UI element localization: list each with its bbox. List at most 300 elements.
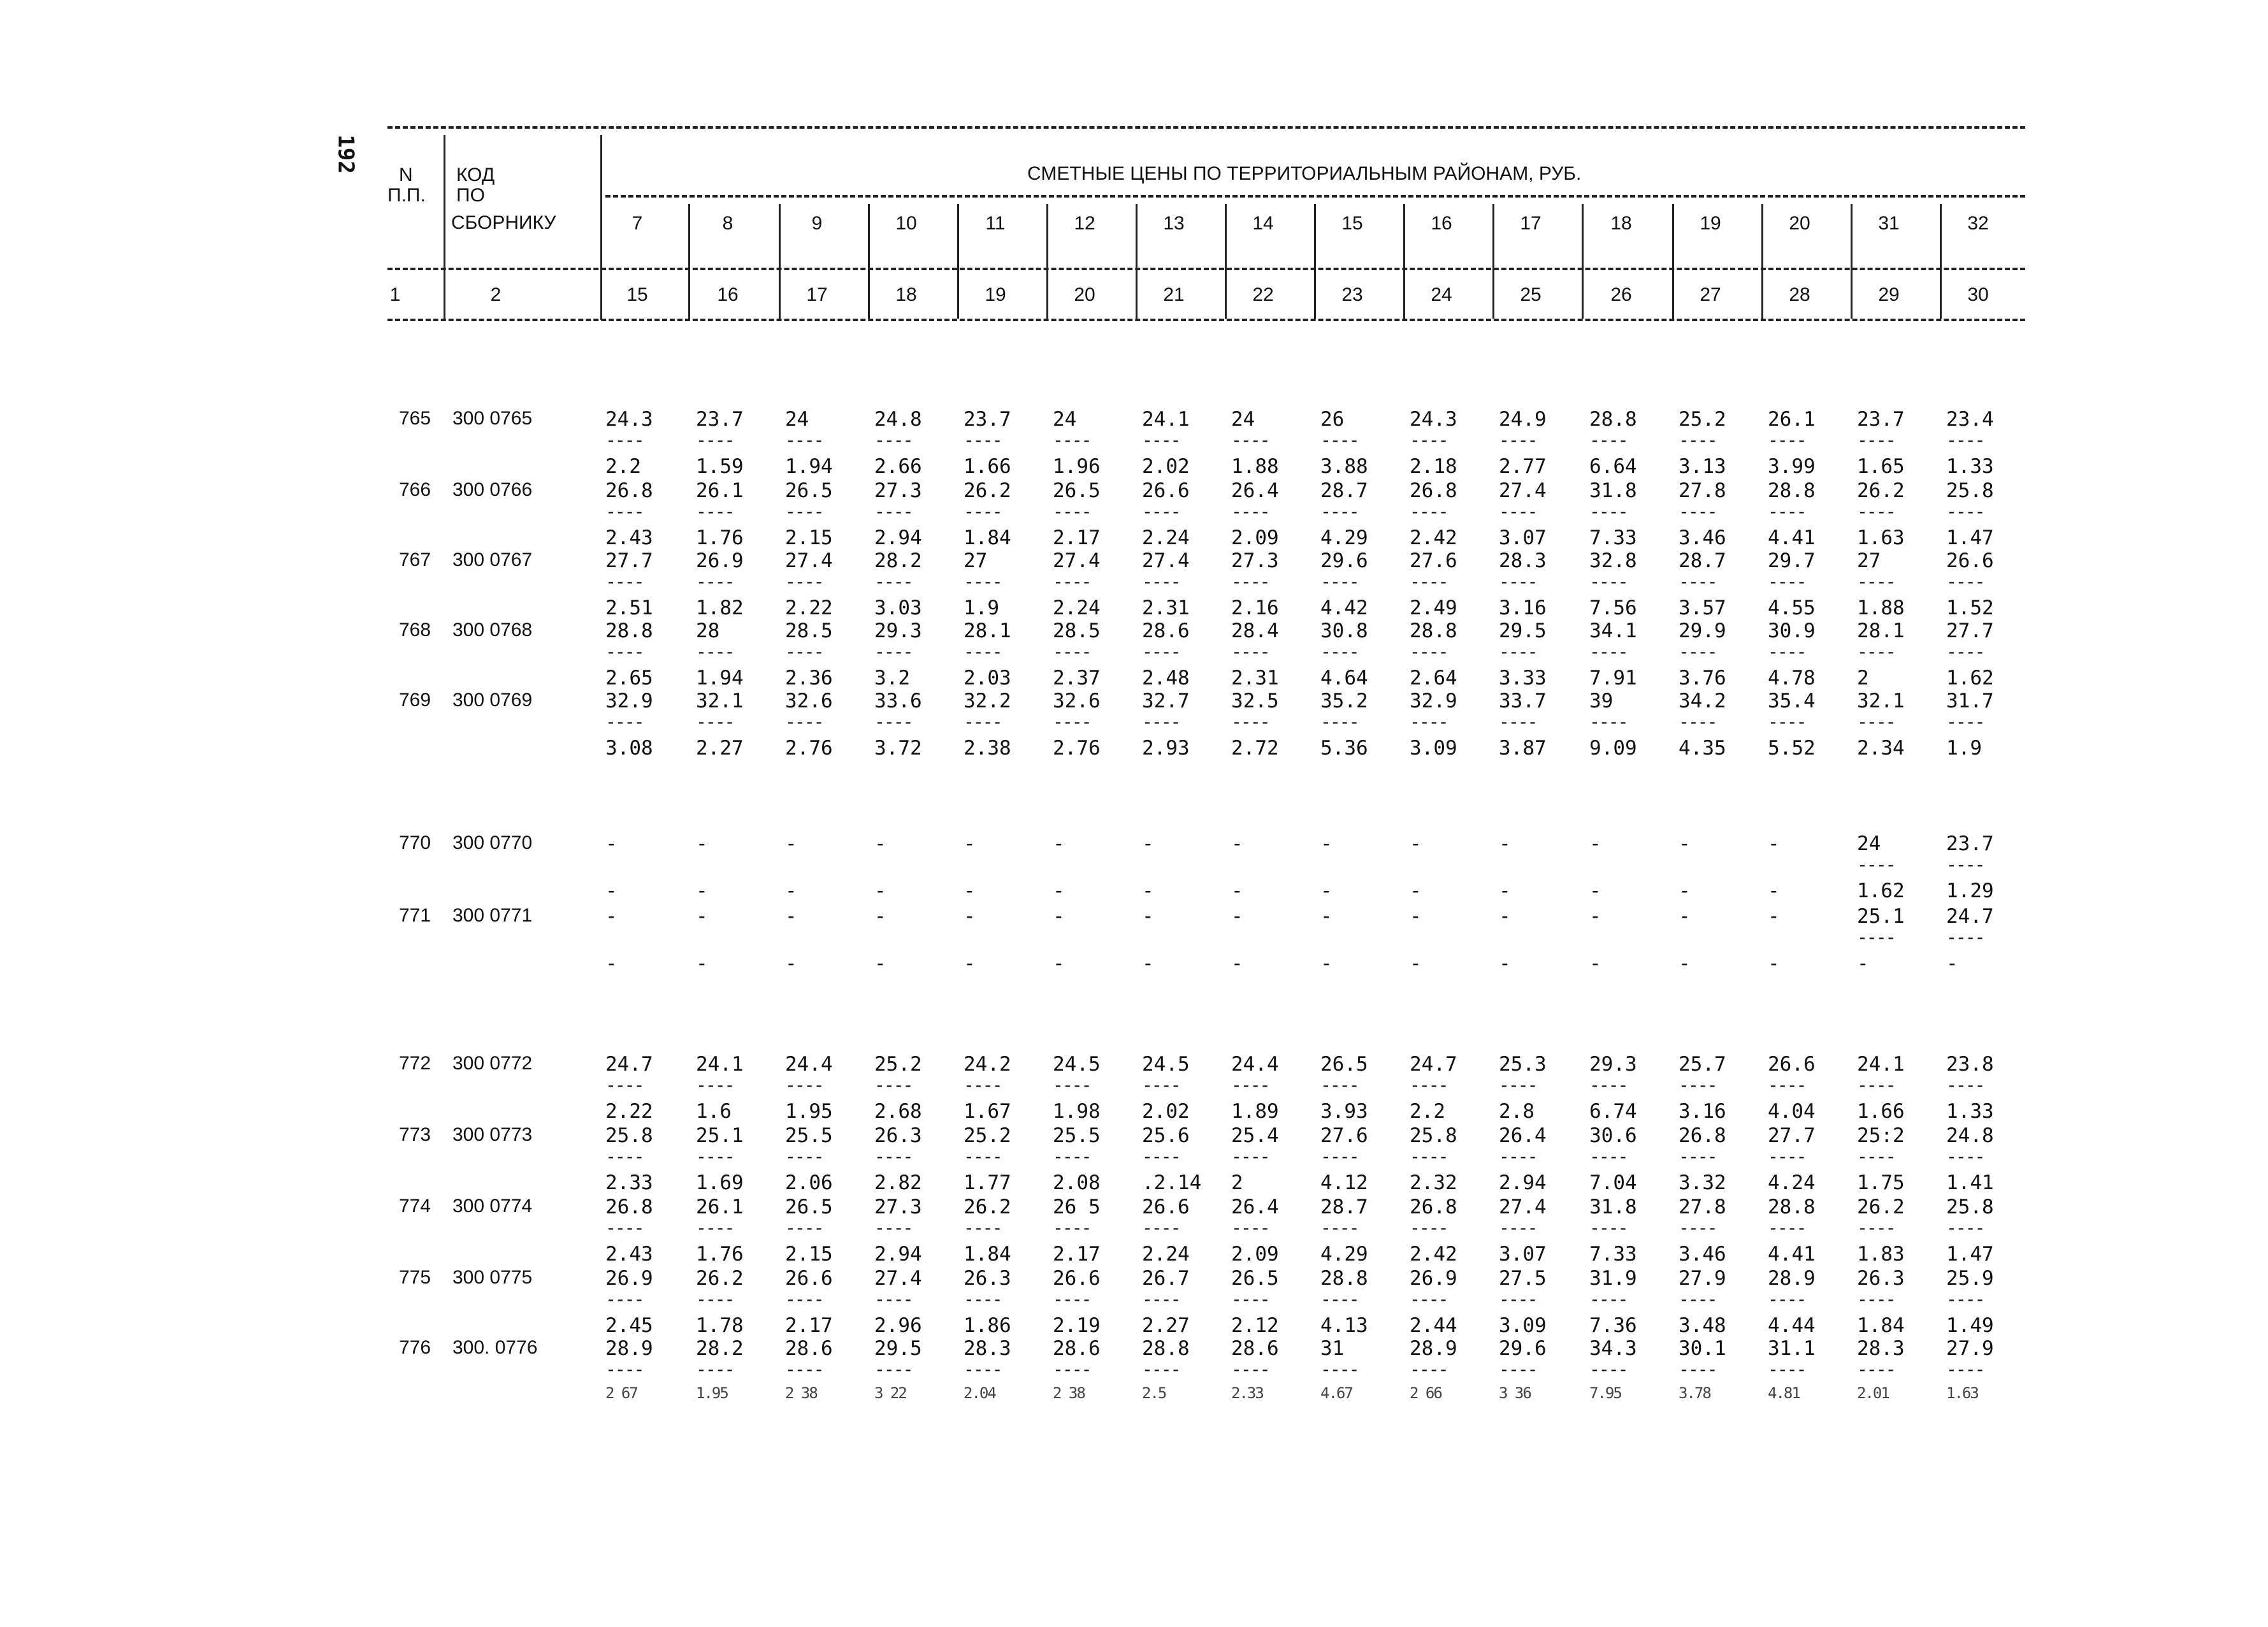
price-value: 24.4 <box>785 1053 833 1076</box>
fraction-bar: ---- <box>696 571 734 592</box>
wage-value: 2.17 <box>1053 526 1101 549</box>
price-value: 28.8 <box>605 619 653 642</box>
wage-value: 1.66 <box>964 455 1011 478</box>
header-title: СМЕТНЫЕ ЦЕНЫ ПО ТЕРРИТОРИАЛЬНЫМ РАЙОНАМ, РУБ. <box>1027 163 1582 184</box>
fraction-bar: ---- <box>1768 1289 1806 1310</box>
wage-value: 7.95 <box>1589 1384 1621 1402</box>
wage-value: 2.76 <box>1053 737 1101 760</box>
price-value: 26.8 <box>1679 1124 1726 1147</box>
wage-value: 2 66 <box>1410 1384 1441 1402</box>
price-value: 28.2 <box>874 549 922 572</box>
price-value: 27.6 <box>1410 549 1457 572</box>
wage-value: 1.76 <box>696 1243 744 1266</box>
header-col-n2: П.П. <box>387 185 426 206</box>
wage-value: 4.04 <box>1768 1100 1816 1123</box>
fraction-bar: ---- <box>1320 711 1359 732</box>
region-number: 19 <box>1700 213 1721 234</box>
price-value: 28.3 <box>1857 1337 1905 1360</box>
index-number: 22 <box>1252 284 1274 305</box>
price-value: 24.5 <box>1053 1053 1101 1076</box>
row-number: 765 <box>399 408 431 429</box>
price-value: 30.9 <box>1768 619 1816 642</box>
index-number: 21 <box>1163 284 1185 305</box>
fraction-bar: ---- <box>605 501 644 522</box>
price-value: 26.6 <box>785 1267 833 1290</box>
wage-value: 2.94 <box>1499 1171 1547 1194</box>
fraction-bar: ---- <box>964 1146 1002 1167</box>
price-value: 24.7 <box>605 1053 653 1076</box>
wage-value: 2.94 <box>874 526 922 549</box>
price-value: - <box>1768 832 1780 855</box>
price-value: 28.2 <box>696 1337 744 1360</box>
region-number: 9 <box>811 213 823 234</box>
wage-value: 2 38 <box>1053 1384 1085 1402</box>
fraction-bar: ---- <box>874 1289 913 1310</box>
wage-value: 5.36 <box>1320 737 1368 760</box>
fraction-bar: ---- <box>1768 430 1806 451</box>
price-value: 28.1 <box>1857 619 1905 642</box>
price-value: 30.6 <box>1589 1124 1637 1147</box>
fraction-bar: ---- <box>1768 1146 1806 1167</box>
wage-value: - <box>1857 952 1869 975</box>
price-value: 28.9 <box>605 1337 653 1360</box>
price-value: 31.7 <box>1946 690 1994 712</box>
wage-value: 3 36 <box>1499 1384 1531 1402</box>
wage-value: 2.33 <box>1231 1384 1263 1402</box>
fraction-bar: ---- <box>964 641 1002 662</box>
index-col-2: 2 <box>490 284 502 305</box>
column-divider <box>1492 204 1494 319</box>
wage-value: - <box>1231 879 1243 902</box>
wage-value: 4.24 <box>1768 1171 1816 1194</box>
wage-value: 4.29 <box>1320 526 1368 549</box>
fraction-bar: ---- <box>1499 1217 1537 1238</box>
price-value: 28.8 <box>1768 479 1816 502</box>
price-value: 29.3 <box>874 619 922 642</box>
wage-value: 2.31 <box>1142 597 1190 619</box>
fraction-bar: ---- <box>1857 1146 1895 1167</box>
fraction-bar: ---- <box>1053 430 1091 451</box>
fraction-bar: ---- <box>1946 927 1984 948</box>
price-value: 34.2 <box>1679 690 1726 712</box>
fraction-bar: ---- <box>1410 571 1448 592</box>
price-value: 32.9 <box>1410 690 1457 712</box>
fraction-bar: ---- <box>874 430 913 451</box>
index-number: 28 <box>1789 284 1810 305</box>
wage-value: 1.49 <box>1946 1314 1994 1337</box>
fraction-bar: ---- <box>1946 711 1984 732</box>
price-value: - <box>1499 832 1511 855</box>
fraction-bar: ---- <box>785 711 823 732</box>
wage-value: 2.93 <box>1142 737 1190 760</box>
wage-value: 4.35 <box>1679 737 1726 760</box>
price-value: - <box>785 832 797 855</box>
fraction-bar: ---- <box>1142 1146 1180 1167</box>
price-value: 25.3 <box>1499 1053 1547 1076</box>
price-value: 23.7 <box>696 408 744 431</box>
wage-value: 1.95 <box>696 1384 728 1402</box>
column-divider <box>1672 204 1674 319</box>
price-value: - <box>1410 832 1422 855</box>
row-code: 300 0766 <box>452 479 533 500</box>
fraction-bar: ---- <box>1857 927 1895 948</box>
fraction-bar: ---- <box>874 1146 913 1167</box>
fraction-bar: ---- <box>1053 1217 1091 1238</box>
fraction-bar: ---- <box>1946 641 1984 662</box>
fraction-bar: ---- <box>1679 1146 1717 1167</box>
fraction-bar: ---- <box>1589 501 1628 522</box>
row-code: 300 0775 <box>452 1267 533 1288</box>
fraction-bar: ---- <box>1231 501 1269 522</box>
header-col-po: ПО <box>456 185 485 206</box>
fraction-bar: ---- <box>1320 571 1359 592</box>
wage-value: 2.03 <box>964 667 1011 690</box>
price-value: - <box>1679 832 1691 855</box>
fraction-bar: ---- <box>1231 1359 1269 1380</box>
price-value: - <box>1053 905 1065 928</box>
wage-value: 1.66 <box>1857 1100 1905 1123</box>
price-value: 31.8 <box>1589 479 1637 502</box>
fraction-bar: ---- <box>1231 711 1269 732</box>
fraction-bar: ---- <box>874 1359 913 1380</box>
price-value: 28.9 <box>1410 1337 1457 1360</box>
price-value: 25.8 <box>1946 479 1994 502</box>
wage-value: 2.08 <box>1053 1171 1101 1194</box>
wage-value: 1.77 <box>964 1171 1011 1194</box>
wage-value: 2.32 <box>1410 1171 1457 1194</box>
wage-value: - <box>1053 879 1065 902</box>
page-number: 192 <box>333 134 359 174</box>
price-value: 25.2 <box>964 1124 1011 1147</box>
index-number: 30 <box>1967 284 1989 305</box>
fraction-bar: ---- <box>605 430 644 451</box>
fraction-bar: ---- <box>785 1359 823 1380</box>
price-value: 26.8 <box>605 1196 653 1218</box>
fraction-bar: ---- <box>785 1074 823 1096</box>
price-value: 28.3 <box>1499 549 1547 572</box>
column-divider <box>1314 204 1316 319</box>
wage-value: 2.44 <box>1410 1314 1457 1337</box>
fraction-bar: ---- <box>696 641 734 662</box>
price-value: 26.4 <box>1231 1196 1279 1218</box>
price-value: 26.2 <box>1857 1196 1905 1218</box>
wage-value: - <box>1768 879 1780 902</box>
price-value: 26.3 <box>1857 1267 1905 1290</box>
wage-value: - <box>964 879 976 902</box>
fraction-bar: ---- <box>1857 501 1895 522</box>
price-value: 27.7 <box>1946 619 1994 642</box>
fraction-bar: ---- <box>1053 641 1091 662</box>
wage-value: 3.2 <box>874 667 910 690</box>
price-value: 25.2 <box>874 1053 922 1076</box>
row-code: 300 0769 <box>452 690 533 711</box>
wage-value: 2.22 <box>785 597 833 619</box>
price-value: 32.9 <box>605 690 653 712</box>
region-number: 12 <box>1074 213 1095 234</box>
wage-value: 2.43 <box>605 1243 653 1266</box>
wage-value: - <box>1142 879 1154 902</box>
column-divider <box>1136 204 1138 319</box>
price-value: 25.8 <box>1946 1196 1994 1218</box>
wage-value: 3.48 <box>1679 1314 1726 1337</box>
price-value: 28.5 <box>785 619 833 642</box>
wage-value: 1.89 <box>1231 1100 1279 1123</box>
wage-value: 2.31 <box>1231 667 1279 690</box>
wage-value: 2.37 <box>1053 667 1101 690</box>
price-value: 32.7 <box>1142 690 1190 712</box>
fraction-bar: ---- <box>1053 1359 1091 1380</box>
price-value: 28.7 <box>1320 1196 1368 1218</box>
price-value: 28.9 <box>1768 1267 1816 1290</box>
fraction-bar: ---- <box>1410 1074 1448 1096</box>
price-value: 26.1 <box>696 479 744 502</box>
price-value: 26 <box>1320 408 1345 431</box>
price-value: 27.4 <box>874 1267 922 1290</box>
fraction-bar: ---- <box>1589 1359 1628 1380</box>
header-col-sborniku: СБОРНИКУ <box>451 212 556 233</box>
price-value: 25.8 <box>1410 1124 1457 1147</box>
fraction-bar: ---- <box>605 1146 644 1167</box>
wage-value: - <box>696 952 708 975</box>
index-number: 29 <box>1878 284 1900 305</box>
price-value: 25.6 <box>1142 1124 1190 1147</box>
price-value: 27.4 <box>785 549 833 572</box>
row-code: 300 0768 <box>452 619 533 640</box>
price-value: 28.6 <box>785 1337 833 1360</box>
price-value: - <box>785 905 797 928</box>
column-divider <box>1403 204 1405 319</box>
wage-value: 2.02 <box>1142 1100 1190 1123</box>
wage-value: - <box>1499 879 1511 902</box>
wage-value: 1.75 <box>1857 1171 1905 1194</box>
price-value: - <box>1142 905 1154 928</box>
fraction-bar: ---- <box>1499 430 1537 451</box>
wage-value: 2.02 <box>1142 455 1190 478</box>
price-value: 33.6 <box>874 690 922 712</box>
fraction-bar: ---- <box>785 1217 823 1238</box>
index-number: 20 <box>1074 284 1095 305</box>
index-number: 18 <box>895 284 917 305</box>
price-value: 27.6 <box>1320 1124 1368 1147</box>
wage-value: 1.63 <box>1946 1384 1978 1402</box>
price-value: - <box>605 905 618 928</box>
wage-value: 3.13 <box>1679 455 1726 478</box>
fraction-bar: ---- <box>1053 501 1091 522</box>
wage-value: 2.51 <box>605 597 653 619</box>
row-code: 300 0770 <box>452 832 533 853</box>
price-value: 28 <box>696 619 720 642</box>
column-divider <box>957 204 959 319</box>
fraction-bar: ---- <box>1499 641 1537 662</box>
wage-value: 4.12 <box>1320 1171 1368 1194</box>
fraction-bar: ---- <box>696 1217 734 1238</box>
wage-value: 2.27 <box>1142 1314 1190 1337</box>
wage-value: 3.03 <box>874 597 922 619</box>
fraction-bar: ---- <box>1142 501 1180 522</box>
fraction-bar: ---- <box>874 641 913 662</box>
wage-value: 2.2 <box>605 455 641 478</box>
wage-value: 1.84 <box>964 1243 1011 1266</box>
wage-value: 2.09 <box>1231 526 1279 549</box>
column-divider <box>779 204 781 319</box>
row-number: 776 <box>399 1337 431 1358</box>
price-value: - <box>1053 832 1065 855</box>
price-value: 24 <box>1857 832 1881 855</box>
price-value: 28.6 <box>1053 1337 1101 1360</box>
wage-value: - <box>1053 952 1065 975</box>
row-code: 300 0771 <box>452 905 533 926</box>
price-value: 26.4 <box>1499 1124 1547 1147</box>
wage-value: 2.24 <box>1053 597 1101 619</box>
wage-value: 1.33 <box>1946 455 1994 478</box>
wage-value: - <box>1320 952 1333 975</box>
wage-value: 2.09 <box>1231 1243 1279 1266</box>
fraction-bar: ---- <box>1589 1289 1628 1310</box>
wage-value: 4.42 <box>1320 597 1368 619</box>
price-value: 27.7 <box>1768 1124 1816 1147</box>
fraction-bar: ---- <box>1679 501 1717 522</box>
fraction-bar: ---- <box>1679 1217 1717 1238</box>
price-value: 35.4 <box>1768 690 1816 712</box>
price-value: 28.7 <box>1320 479 1368 502</box>
wage-value: - <box>1231 952 1243 975</box>
fraction-bar: ---- <box>1231 641 1269 662</box>
price-value: 31.8 <box>1589 1196 1637 1218</box>
wage-value: 2.12 <box>1231 1314 1279 1337</box>
price-value: 29.5 <box>1499 619 1547 642</box>
wage-value: 1.84 <box>1857 1314 1905 1337</box>
price-value: 23.4 <box>1946 408 1994 431</box>
wage-value: 7.33 <box>1589 1243 1637 1266</box>
price-value: 29.6 <box>1499 1337 1547 1360</box>
price-value: 26.6 <box>1142 479 1190 502</box>
column-divider <box>1225 204 1227 319</box>
wage-value: - <box>785 952 797 975</box>
index-number: 27 <box>1700 284 1721 305</box>
wage-value: - <box>785 879 797 902</box>
price-value: - <box>874 832 886 855</box>
price-value: - <box>964 832 976 855</box>
fraction-bar: ---- <box>1679 711 1717 732</box>
wage-value: 2.22 <box>605 1100 653 1123</box>
price-value: 23.7 <box>1946 832 1994 855</box>
fraction-bar: ---- <box>1857 1217 1895 1238</box>
wage-value: 9.09 <box>1589 737 1637 760</box>
row-code: 300 0773 <box>452 1124 533 1145</box>
price-value: 26.1 <box>1768 408 1816 431</box>
row-number: 772 <box>399 1053 431 1074</box>
wage-value: - <box>874 879 886 902</box>
price-value: 25.8 <box>605 1124 653 1147</box>
header-col-kod: КОД <box>456 164 495 185</box>
wage-value: 2.64 <box>1410 667 1457 690</box>
fraction-bar: ---- <box>1768 641 1806 662</box>
wage-value: 1.67 <box>964 1100 1011 1123</box>
fraction-bar: ---- <box>696 1289 734 1310</box>
wage-value: 2.15 <box>785 526 833 549</box>
fraction-bar: ---- <box>1499 501 1537 522</box>
price-value: 24.1 <box>1142 408 1190 431</box>
fraction-bar: ---- <box>874 501 913 522</box>
price-value: - <box>1410 905 1422 928</box>
wage-value: 4.41 <box>1768 526 1816 549</box>
wage-value: - <box>605 879 618 902</box>
fraction-bar: ---- <box>696 1359 734 1380</box>
wage-value: 5.52 <box>1768 737 1816 760</box>
fraction-bar: ---- <box>1320 1359 1359 1380</box>
fraction-bar: ---- <box>874 1217 913 1238</box>
row-number: 773 <box>399 1124 431 1145</box>
fraction-bar: ---- <box>964 1217 1002 1238</box>
wage-value: 2.17 <box>1053 1243 1101 1266</box>
fraction-bar: ---- <box>1946 854 1984 875</box>
fraction-bar: ---- <box>1499 711 1537 732</box>
fraction-bar: ---- <box>1231 1217 1269 1238</box>
fraction-bar: ---- <box>1410 1289 1448 1310</box>
fraction-bar: ---- <box>785 641 823 662</box>
fraction-bar: ---- <box>964 1289 1002 1310</box>
price-value: 27.9 <box>1679 1267 1726 1290</box>
price-value: 26.5 <box>785 1196 833 1218</box>
fraction-bar: ---- <box>1499 1074 1537 1096</box>
price-value: 25.5 <box>1053 1124 1101 1147</box>
fraction-bar: ---- <box>1768 1074 1806 1096</box>
price-value: 26.2 <box>1857 479 1905 502</box>
wage-value: 4.64 <box>1320 667 1368 690</box>
wage-value: 3.78 <box>1679 1384 1710 1402</box>
wage-value: 1.9 <box>1946 737 1982 760</box>
row-number: 767 <box>399 549 431 570</box>
price-value: 28.6 <box>1142 619 1190 642</box>
wage-value: 3.93 <box>1320 1100 1368 1123</box>
wage-value: 3.57 <box>1679 597 1726 619</box>
wage-value: 1.62 <box>1857 879 1905 902</box>
wage-value: 1.96 <box>1053 455 1101 478</box>
price-value: 28.1 <box>964 619 1011 642</box>
index-number: 17 <box>806 284 828 305</box>
fraction-bar: ---- <box>1320 1217 1359 1238</box>
price-value: - <box>874 905 886 928</box>
price-value: 34.1 <box>1589 619 1637 642</box>
fraction-bar: ---- <box>1053 1074 1091 1096</box>
wage-value: 2.94 <box>874 1243 922 1266</box>
wage-value: 2 <box>1231 1171 1243 1194</box>
fraction-bar: ---- <box>1320 430 1359 451</box>
fraction-bar: ---- <box>1053 711 1091 732</box>
fraction-bar: ---- <box>1679 1359 1717 1380</box>
price-value: 33.7 <box>1499 690 1547 712</box>
wage-value: 1.78 <box>696 1314 744 1337</box>
wage-value: 1.83 <box>1857 1243 1905 1266</box>
fraction-bar: ---- <box>1320 1146 1359 1167</box>
price-value: 24 <box>785 408 809 431</box>
fraction-bar: ---- <box>1142 711 1180 732</box>
price-value: - <box>1320 832 1333 855</box>
fraction-bar: ---- <box>1857 641 1895 662</box>
fraction-bar: ---- <box>785 501 823 522</box>
price-value: 23.7 <box>1857 408 1905 431</box>
header-bottom-rule <box>387 319 2025 321</box>
wage-value: 1.6 <box>696 1100 732 1123</box>
price-value: - <box>696 905 708 928</box>
wage-value: 2.16 <box>1231 597 1279 619</box>
column-divider <box>868 204 870 319</box>
wage-value: 1.59 <box>696 455 744 478</box>
price-value: 31.1 <box>1768 1337 1816 1360</box>
fraction-bar: ---- <box>1499 1359 1537 1380</box>
wage-value: 2 38 <box>785 1384 817 1402</box>
fraction-bar: ---- <box>1857 430 1895 451</box>
